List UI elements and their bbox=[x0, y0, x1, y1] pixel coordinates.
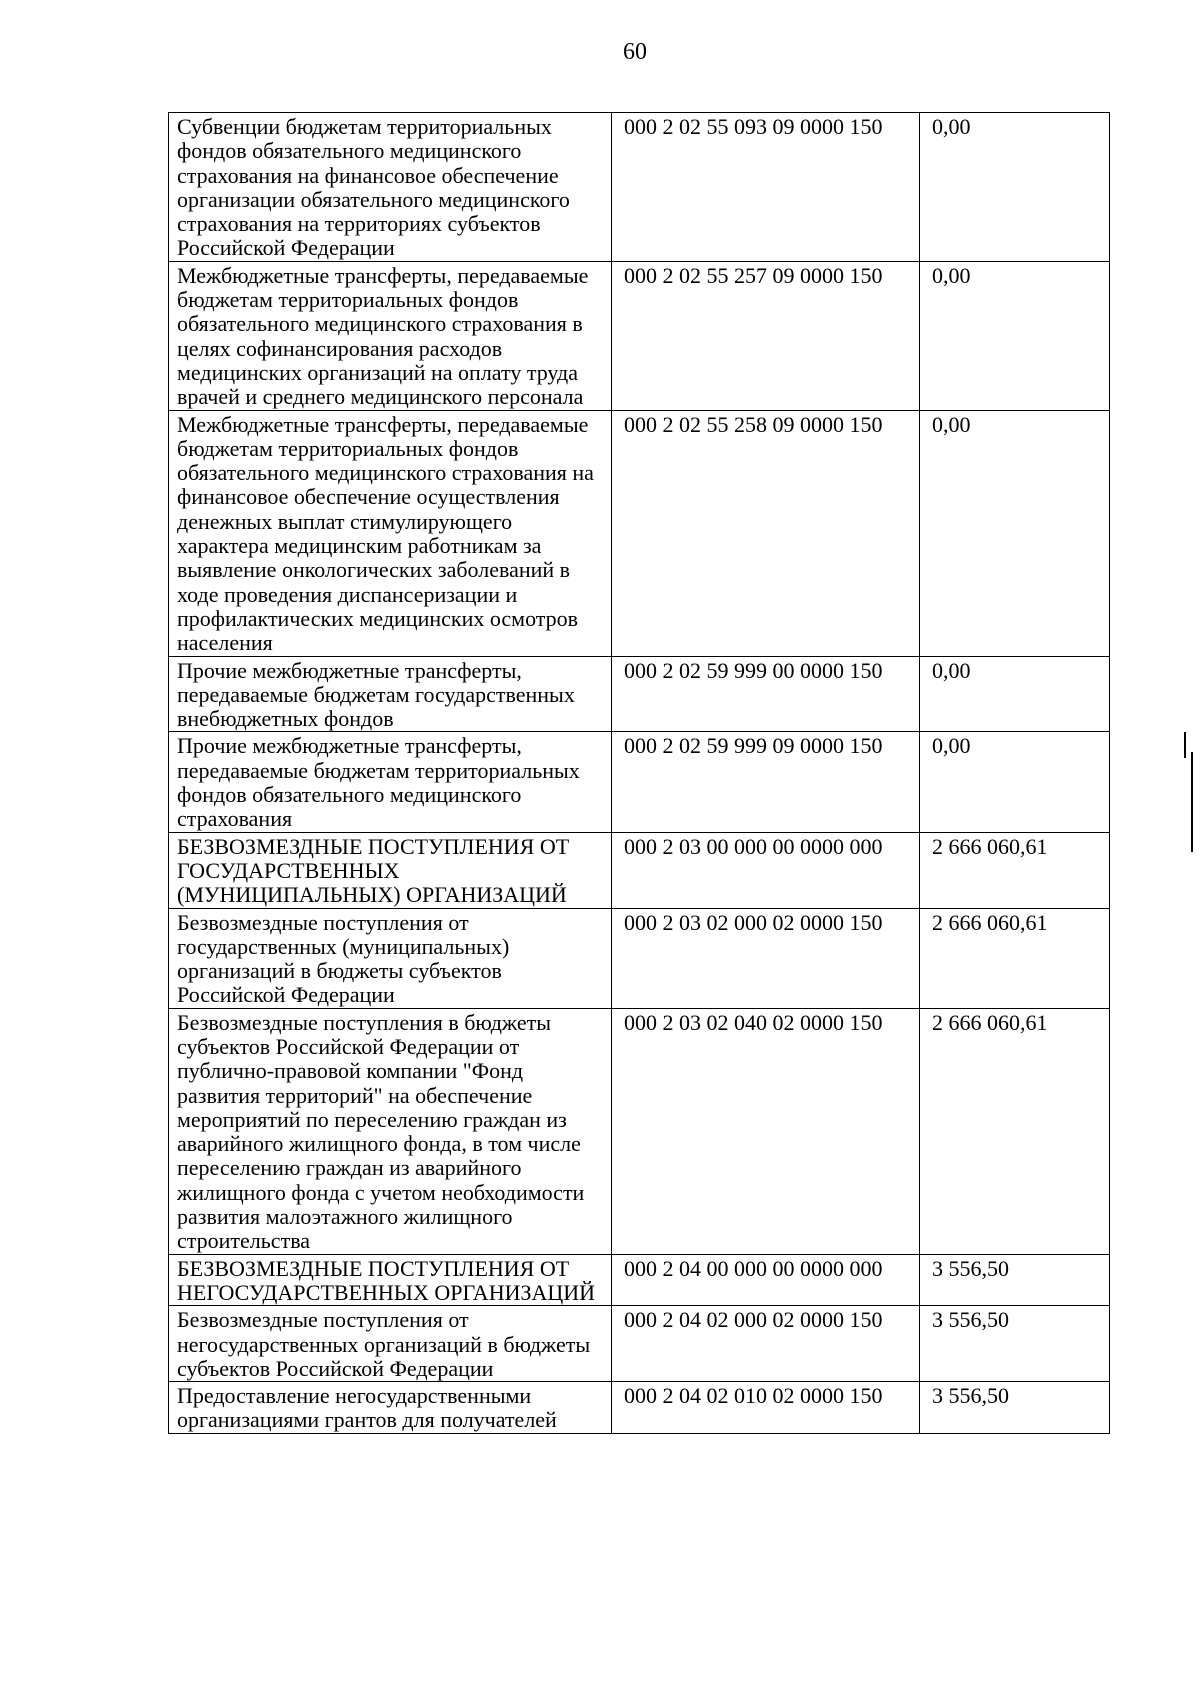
table-row bbox=[169, 1254, 1110, 1306]
budget-code-cell: 000 2 02 55 258 09 0000 150 bbox=[612, 410, 920, 656]
scan-margin-mark bbox=[1191, 752, 1193, 852]
budget-revenue-table bbox=[168, 112, 1110, 1434]
amount-cell: 0,00 bbox=[920, 261, 1110, 410]
page-number: 60 bbox=[623, 39, 647, 65]
amount-cell: 3 556,50 bbox=[920, 1306, 1110, 1382]
revenue-name-cell: Предоставление негосударственными организациями грантов для получателей bbox=[169, 1382, 612, 1434]
budget-code-cell: 000 2 03 00 000 00 0000 000 bbox=[612, 832, 920, 908]
revenue-name-cell: Межбюджетные трансферты, передаваемые бюджетам территориальных фондов обязательного медицинского страхования в целях софинансирования расходов медицинских организаций на оплату труда врачей и среднего медицинского персонала bbox=[169, 261, 612, 410]
table-row bbox=[169, 732, 1110, 832]
table-row bbox=[169, 1382, 1110, 1434]
table-row bbox=[169, 832, 1110, 908]
budget-code-cell: 000 2 04 02 000 02 0000 150 bbox=[612, 1306, 920, 1382]
table-row bbox=[169, 113, 1110, 262]
amount-cell: 3 556,50 bbox=[920, 1254, 1110, 1306]
table-row bbox=[169, 656, 1110, 732]
amount-cell: 3 556,50 bbox=[920, 1382, 1110, 1434]
table-row bbox=[169, 908, 1110, 1008]
revenue-name-cell: Безвозмездные поступления от негосударственных организаций в бюджеты субъектов Российской Федерации bbox=[169, 1306, 612, 1382]
budget-code-cell: 000 2 03 02 040 02 0000 150 bbox=[612, 1008, 920, 1254]
revenue-name-cell: Прочие межбюджетные трансферты, передаваемые бюджетам территориальных фондов обязательного медицинского страхования bbox=[169, 732, 612, 832]
revenue-name-cell: Субвенции бюджетам территориальных фондов обязательного медицинского страхования на финансовое обеспечение организации обязательного медицинского страхования на территориях субъектов Российской Федерации bbox=[169, 113, 612, 262]
revenue-name-cell: БЕЗВОЗМЕЗДНЫЕ ПОСТУПЛЕНИЯ ОТ ГОСУДАРСТВЕННЫХ (МУНИЦИПАЛЬНЫХ) ОРГАНИЗАЦИЙ bbox=[169, 832, 612, 908]
budget-code-cell: 000 2 04 00 000 00 0000 000 bbox=[612, 1254, 920, 1306]
revenue-name-cell: Безвозмездные поступления в бюджеты субъектов Российской Федерации от публично-правовой компании "Фонд развития территорий" на обеспечение мероприятий по переселению граждан из аварийного жилищного фонда, в том числе переселению граждан из аварийного жилищного фонда с учетом необходимости развития малоэтажного жилищного строительства bbox=[169, 1008, 612, 1254]
budget-code-cell: 000 2 02 59 999 09 0000 150 bbox=[612, 732, 920, 832]
budget-code-cell: 000 2 04 02 010 02 0000 150 bbox=[612, 1382, 920, 1434]
revenue-name-cell: Безвозмездные поступления от государственных (муниципальных) организаций в бюджеты субъектов Российской Федерации bbox=[169, 908, 612, 1008]
amount-cell: 2 666 060,61 bbox=[920, 832, 1110, 908]
amount-cell: 0,00 bbox=[920, 113, 1110, 262]
revenue-name-cell: Межбюджетные трансферты, передаваемые бюджетам территориальных фондов обязательного медицинского страхования на финансовое обеспечение осуществления денежных выплат стимулирующего характера медицинским работникам за выявление онкологических заболеваний в ходе проведения диспансеризации и профилактических медицинских осмотров населения bbox=[169, 410, 612, 656]
amount-cell: 0,00 bbox=[920, 732, 1110, 832]
table-row bbox=[169, 1306, 1110, 1382]
table-row bbox=[169, 1008, 1110, 1254]
revenue-name-cell: БЕЗВОЗМЕЗДНЫЕ ПОСТУПЛЕНИЯ ОТ НЕГОСУДАРСТВЕННЫХ ОРГАНИЗАЦИЙ bbox=[169, 1254, 612, 1306]
amount-cell: 0,00 bbox=[920, 656, 1110, 732]
table-row bbox=[169, 261, 1110, 410]
amount-cell: 2 666 060,61 bbox=[920, 908, 1110, 1008]
table-row bbox=[169, 410, 1110, 656]
budget-code-cell: 000 2 02 55 093 09 0000 150 bbox=[612, 113, 920, 262]
amount-cell: 2 666 060,61 bbox=[920, 1008, 1110, 1254]
budget-code-cell: 000 2 02 55 257 09 0000 150 bbox=[612, 261, 920, 410]
budget-code-cell: 000 2 02 59 999 00 0000 150 bbox=[612, 656, 920, 732]
revenue-name-cell: Прочие межбюджетные трансферты, передаваемые бюджетам государственных внебюджетных фондов bbox=[169, 656, 612, 732]
budget-code-cell: 000 2 03 02 000 02 0000 150 bbox=[612, 908, 920, 1008]
scan-margin-mark bbox=[1184, 732, 1186, 758]
amount-cell: 0,00 bbox=[920, 410, 1110, 656]
